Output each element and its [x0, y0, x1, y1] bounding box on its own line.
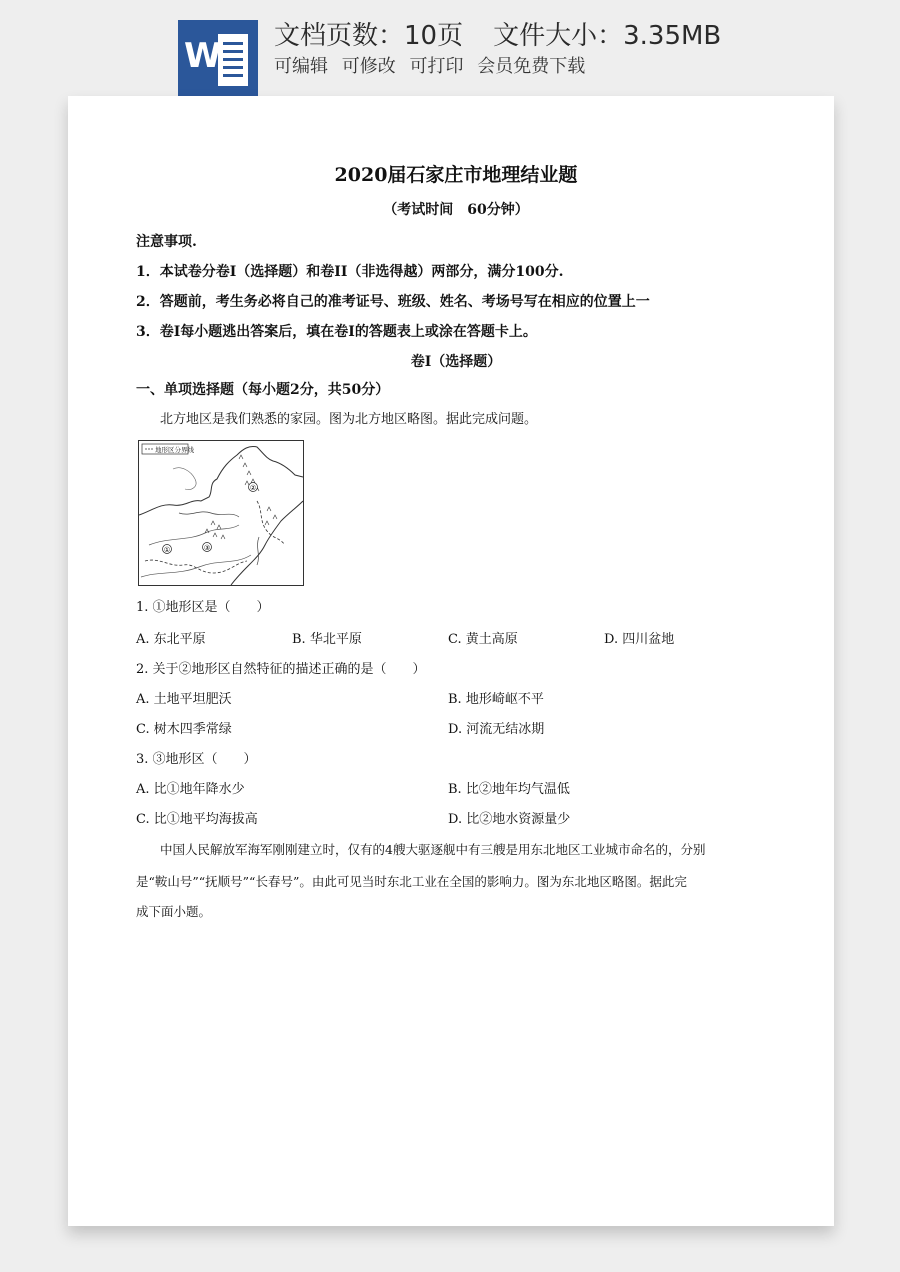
word-letter: W: [184, 36, 222, 76]
option-a: A. 东北平原: [136, 632, 206, 647]
north-china-map: [138, 440, 304, 586]
part-heading: 一、单项选择题（每小题2分，共50分）: [136, 382, 390, 398]
option-a: A. 土地平坦肥沃: [136, 692, 232, 707]
document-title: 2020届石家庄市地理结业题: [334, 164, 578, 186]
intro-paragraph: 北方地区是我们熟悉的家园。图为北方地区略图。据此完成问题。: [160, 412, 538, 427]
option-d: D. 比②地水资源量少: [448, 812, 571, 827]
question-stem: 1. ①地形区是（ ）: [136, 600, 270, 615]
option-b: B. 地形崎岖不平: [448, 692, 544, 707]
notice-item: 1．本试卷分卷Ⅰ（选择题）和卷II（非选得越）两部分，满分100分.: [136, 264, 564, 280]
intro-paragraph-line: 中国人民解放军海军刚刚建立时，仅有的4艘大驱逐舰中有三艘是用东北地区工业城市命名的，分别: [160, 842, 706, 857]
notice-item: 2．答题前，考生务必将自己的准考证号、班级、姓名、考场号写在相应的位置上一: [136, 294, 650, 310]
map-graphic: [139, 441, 303, 585]
section-title: 卷Ⅰ（选择题）: [410, 354, 502, 370]
intro-paragraph-line: 是“鞍山号”“抚顺号”“长春号”。由此可见当时东北工业在全国的影响力。图为东北地区略图。据此完: [136, 874, 687, 889]
option-c: C. 比①地平均海拔高: [136, 812, 258, 827]
question-stem: 3. ③地形区（ ）: [136, 752, 257, 767]
word-page-graphic: [218, 34, 248, 86]
notice-heading: 注意事项.: [136, 234, 197, 250]
option-a: A. 比①地年降水少: [136, 782, 245, 797]
option-b: B. 华北平原: [292, 632, 362, 647]
notice-item: 3．卷Ⅰ每小题逃出答案后，填在卷Ⅰ的答题表上或涂在答题卡上。: [136, 324, 537, 340]
word-document-icon: [178, 20, 258, 96]
file-info: [274, 18, 721, 54]
map-legend: 地形区分界线: [155, 446, 194, 454]
document-page: [68, 96, 834, 1226]
feature-modifiable: 可修改: [341, 56, 396, 77]
option-d: D. 四川盆地: [604, 632, 675, 647]
option-d: D. 河流无结冰期: [448, 722, 545, 737]
question-stem: 2. 关于②地形区自然特征的描述正确的是（ ）: [136, 662, 426, 677]
map-marker-2: ②: [249, 484, 257, 492]
feature-list: [274, 54, 593, 80]
option-c: C. 黄土高原: [448, 632, 518, 647]
option-b: B. 比②地年均气温低: [448, 782, 570, 797]
feature-printable: 可打印: [409, 56, 464, 77]
map-marker-3: ③: [203, 544, 211, 552]
page-count: 文档页数：10页: [274, 21, 464, 51]
exam-duration: （考试时间 60分钟）: [383, 202, 529, 218]
download-banner: [0, 0, 900, 96]
intro-paragraph-line: 成下面小题。: [136, 904, 212, 919]
feature-editable: 可编辑: [274, 56, 328, 77]
map-marker-1: ①: [163, 546, 171, 554]
file-size: 文件大小：3.35MB: [493, 21, 722, 51]
feature-member-download: 会员免费下载: [477, 56, 586, 77]
option-c: C. 树木四季常绿: [136, 722, 232, 737]
